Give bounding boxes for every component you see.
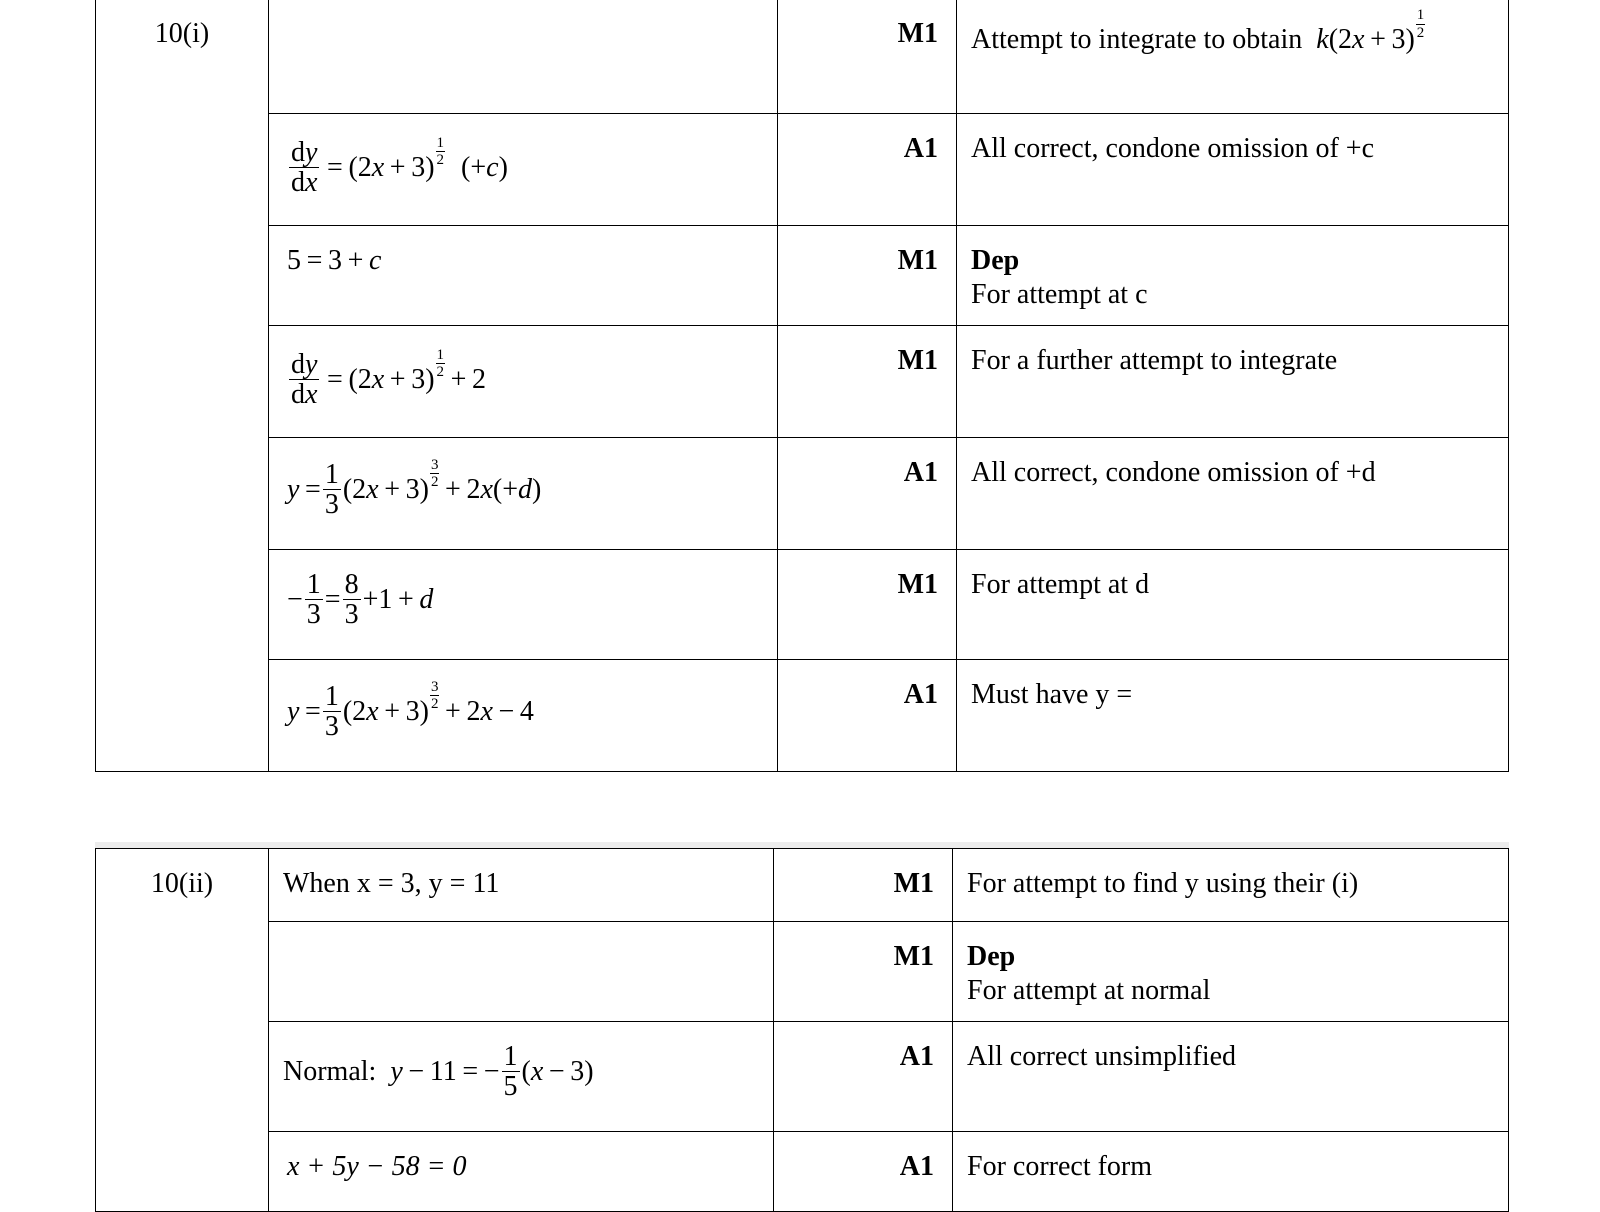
answer-cell xyxy=(269,114,778,226)
math-expression: y = $\frac{1}{3}$ (2 x + 3) 3 2 + 2 x (+ d ) xyxy=(287,456,542,521)
guidance-cell: Dep For attempt at normal xyxy=(953,922,1509,1022)
mark-cell: M1 xyxy=(774,849,953,922)
guidance-cell: For attempt to find y using their (i) xyxy=(953,849,1509,922)
mark-cell: M1 xyxy=(778,0,957,114)
mark-cell: A1 xyxy=(774,1132,953,1212)
mark-scheme-table-10i xyxy=(95,0,1509,772)
math-expression: $\frac{dy}{dx}$ = (2 x + 3) 1 2 (+ c ) xyxy=(291,134,508,199)
guidance-cell: For a further attempt to integrate xyxy=(957,326,1509,438)
math-expression: y = $\frac{1}{3}$ (2 x + 3) 3 2 + 2 x − 4 xyxy=(287,678,534,743)
guidance-cell: For attempt at d xyxy=(957,550,1509,660)
mark-cell: M1 xyxy=(778,326,957,438)
answer-cell xyxy=(269,550,778,660)
mark-cell: A1 xyxy=(778,438,957,550)
answer-cell xyxy=(269,226,778,326)
mark-cell: A1 xyxy=(774,1022,953,1132)
answer-cell xyxy=(269,438,778,550)
guidance-cell: All correct unsimplified xyxy=(953,1022,1509,1132)
mark-scheme-table-10ii xyxy=(95,848,1509,1212)
question-number: 10(ii) xyxy=(96,849,269,1212)
answer-cell xyxy=(269,922,774,1022)
answer-cell xyxy=(269,660,778,772)
guidance-cell: For correct form xyxy=(953,1132,1509,1212)
math-expression: Normal: y − 11 = − $\frac{1}{5}$ ( x − 3) xyxy=(283,1041,594,1103)
guidance-cell: All correct, condone omission of +d xyxy=(957,438,1509,550)
guidance-cell: All correct, condone omission of +c xyxy=(957,114,1509,226)
guidance-cell: Attempt to integrate to obtain k (2 x + 3) 1 2 xyxy=(957,0,1509,114)
answer-cell: x + 5y − 58 = 0 xyxy=(269,1132,774,1212)
math-expression: 5 = 3 + c xyxy=(287,245,382,276)
answer-cell xyxy=(269,0,778,114)
mark-cell: A1 xyxy=(778,114,957,226)
answer-cell xyxy=(269,326,778,438)
mark-cell: M1 xyxy=(778,550,957,660)
math-expression: $\frac{dy}{dx}$ = (2 x + 3) 1 2 + 2 xyxy=(291,346,487,411)
answer-cell: When x = 3, y = 11 xyxy=(269,849,774,922)
answer-cell xyxy=(269,1022,774,1132)
mark-cell: M1 xyxy=(774,922,953,1022)
question-number: 10(i) xyxy=(96,0,269,772)
guidance-cell: Must have y = xyxy=(957,660,1509,772)
math-expression: k (2 x + 3) 1 2 xyxy=(1316,7,1425,56)
mark-cell: A1 xyxy=(778,660,957,772)
math-expression: − $\frac{1}{3}$ = $\frac{8}{3}$ +1 + d xyxy=(287,569,434,631)
guidance-cell: Dep For attempt at c xyxy=(957,226,1509,326)
mark-cell: M1 xyxy=(778,226,957,326)
